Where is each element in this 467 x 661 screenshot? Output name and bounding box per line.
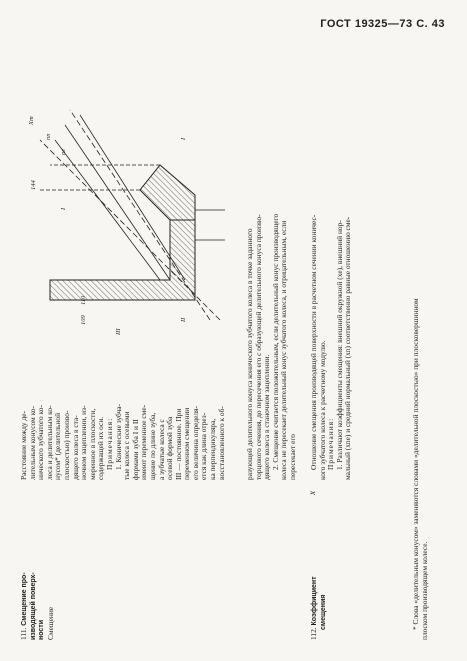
- entry-111-term-line-1: изводящей поверх-: [29, 572, 37, 640]
- e112-note-1: мальный (xne) и средний нормальный (xn) соответственно равные отношению сме-: [343, 216, 353, 480]
- entry-111-number: 111.: [19, 627, 28, 640]
- entry-112-number: 112.: [309, 627, 318, 640]
- e112-notes-title: Примечания:: [326, 417, 336, 470]
- e112-note-0: 1. Различают коэффициенты смещения: внешний окружной (xe), внешний нор-: [334, 220, 344, 470]
- entry-111-term-line-2: ности: [38, 619, 46, 640]
- note-line-0: 1. Конические зубча-: [113, 404, 123, 470]
- note-line-2: формами зуба I и II: [130, 419, 140, 480]
- entry-112-term-line-1: смещения: [319, 594, 327, 630]
- footnote-line-0: * Слова «делительным конусом» заменяются словами «делительной плоскостью» при плосковершинном: [411, 298, 420, 630]
- figure-label-0: III: [115, 328, 122, 335]
- footnote-line-1: плоском производящем колесе.: [419, 541, 429, 640]
- note-line-1: тые колеса с осевыми: [122, 411, 132, 480]
- entry-111-term-line-0: Смещение про-: [21, 572, 28, 626]
- wide-line-5: пересекает его: [287, 434, 297, 480]
- wide-line-2: дящего колеса в станочном зацеплении.: [262, 354, 272, 480]
- notes-title: Примечания:: [104, 417, 114, 470]
- entry-111-term: [20, 495, 55, 640]
- note-line-9: его величина определя-: [190, 406, 200, 480]
- wide-line-3: 2. Смещение считается положительным, если делительный конус производящего: [270, 213, 280, 470]
- note-line-7: III — постоянное. При: [173, 408, 183, 480]
- figure-label-9: Xm: [28, 116, 35, 125]
- figure-label-4: 144: [30, 180, 37, 190]
- def-line-1: лительным конусом ко-: [27, 406, 37, 480]
- figure-label-7: ne: [60, 148, 67, 155]
- e112-line-1: кого зубчатого колеса к расчетному модулю.: [317, 340, 327, 480]
- def-line-3: леса и делительным ко-: [44, 405, 54, 480]
- entry-112-symbol: x: [307, 491, 317, 495]
- figure-label-6: 110: [80, 295, 87, 305]
- note-line-4: щение по длине зуба,: [147, 412, 157, 480]
- def-line-4: нусом* (делительной: [53, 412, 63, 480]
- def-line-5: плоскостью) произво-: [61, 410, 71, 480]
- def-line-0: Расстояние между де-: [19, 411, 28, 480]
- entry-111-continuation: [246, 100, 298, 480]
- def-line-2: нического зубчатого ко-: [36, 405, 46, 480]
- footnote: [412, 100, 429, 640]
- figure-label-5: 109: [80, 315, 87, 325]
- entry-111-definition: [20, 345, 226, 480]
- note-line-10: ется как длина отрез-: [199, 412, 209, 480]
- def-line-7: ночном зацеплении, из-: [79, 405, 89, 480]
- note-line-12: восстановленного к об-: [216, 406, 226, 480]
- note-line-5: а зубчатые колеса с: [156, 419, 166, 480]
- entry-111-synonym: Смещение: [45, 606, 55, 640]
- figure-label-2: II: [180, 317, 187, 322]
- def-line-8: меренное в плоскости,: [87, 408, 97, 480]
- wide-line-4: колеса не пересекает делительный конус зубчатого колеса, и отрицательным, если: [279, 220, 289, 480]
- entry-112-definition: [310, 100, 353, 480]
- wide-line-1: торцового сечения, до пересечения его с образующей делительного конуса произво-: [253, 214, 263, 480]
- figure-label-3: I: [60, 207, 67, 210]
- figure-label-8: nn: [45, 133, 52, 140]
- e112-line-0: Отношение смещения производящей поверхности в расчетном сечении коничес-: [309, 214, 318, 470]
- note-line-6: осевой формой зуба: [165, 416, 175, 480]
- def-line-9: содержащей их оси.: [96, 416, 106, 480]
- entry-112-term-line-0: Коэффициент: [311, 576, 318, 626]
- note-line-3: имеют переменное сме-: [139, 404, 149, 480]
- bevel-gear-figure: [20, 100, 240, 340]
- figure-label-1: I: [180, 137, 187, 140]
- rotated-page: [20, 80, 440, 640]
- note-line-11: ка перпендикуляра,: [208, 418, 218, 480]
- entry-112-term: [310, 495, 328, 640]
- def-line-6: дящего колеса в ста-: [70, 415, 80, 480]
- note-line-8: переменном смещении: [182, 407, 192, 480]
- page-header: ГОСТ 19325—73 С. 43: [320, 18, 445, 30]
- wide-line-0: разующей делительного конуса конического зубчатого колеса в точке заданного: [245, 228, 254, 480]
